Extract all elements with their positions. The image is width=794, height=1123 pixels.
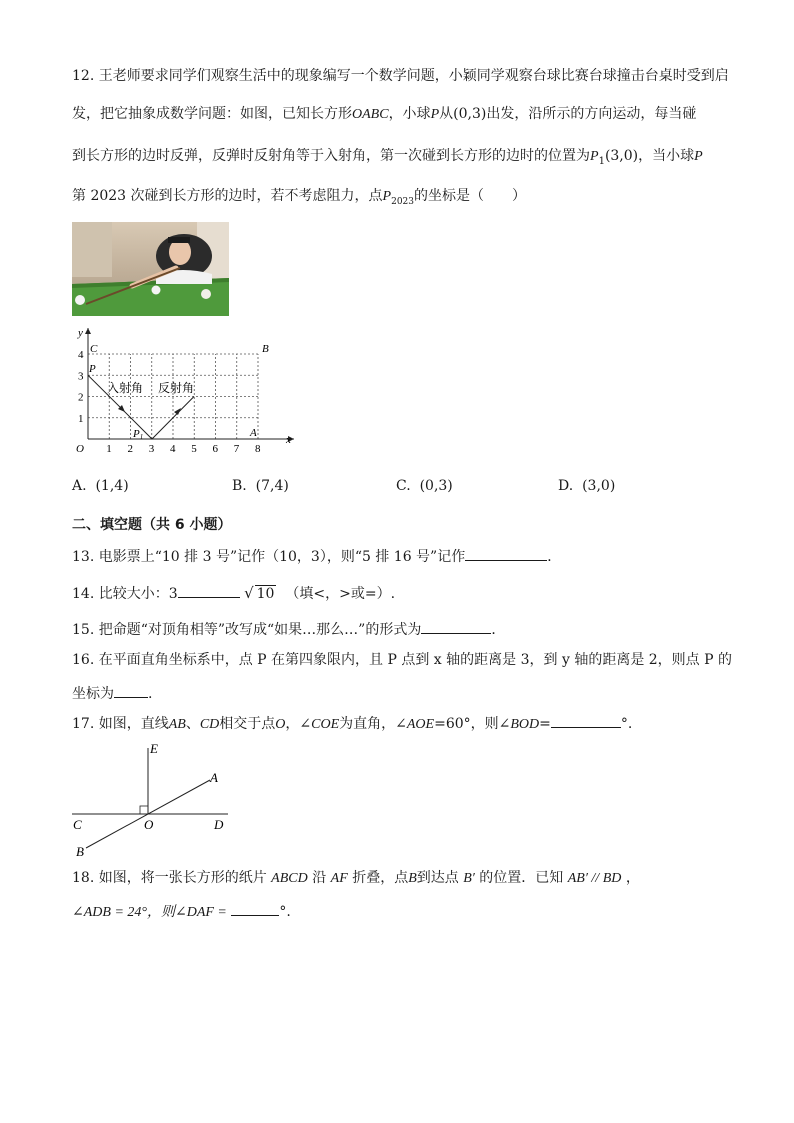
q13: 13. 电影票上“10 排 3 号”记作（10，3），则“5 排 16 号”记作 ． <box>72 545 561 567</box>
q14-answer-blank[interactable] <box>178 582 240 598</box>
q18-line-1: 18. 如图，将一张长方形的纸片 ABCD 沿 AF 折叠，点B到达点 B′ 的位置．已知 AB′ // BD ， <box>72 870 640 886</box>
billiards-photo-art <box>72 222 229 316</box>
option-b[interactable]: B. (7,4) <box>232 478 289 494</box>
q16-line-2: 坐标为 . <box>72 682 152 704</box>
x-tick-label: 7 <box>233 443 240 455</box>
x-tick-label: 6 <box>212 443 218 455</box>
q12-line-4: 第 2023 次碰到长方形的边时，若不考虑阻力，点$P_{2023}$的坐标是（ ） <box>72 188 526 207</box>
label-b: B <box>76 844 84 859</box>
q16-answer-blank[interactable] <box>114 682 148 698</box>
x-tick-label: 2 <box>127 443 133 455</box>
q14: 14. 比较大小：3 √ 10 （填<，>或=）. <box>72 584 396 602</box>
q18-answer-blank[interactable] <box>231 900 279 916</box>
path-arrow-2-icon <box>174 408 181 415</box>
sqrt-radicand: 10 <box>256 586 275 602</box>
q15-answer-blank[interactable] <box>421 618 491 634</box>
y-axis-arrow-icon <box>85 328 91 334</box>
label-d: D <box>214 817 224 832</box>
point-p-label: P <box>89 363 96 375</box>
q12-line-1: 12. 王老师要求同学们观察生活中的现象编写一个数学问题，小颖同学观察台球比赛台球撞击台桌时受到启 <box>72 68 729 84</box>
point-b-label: B <box>262 343 269 355</box>
x-tick-label: 5 <box>191 443 197 455</box>
reflection-angle-label: 反射角 <box>158 381 195 395</box>
y-tick-label: 3 <box>78 370 84 383</box>
y-axis-label: y <box>78 327 83 339</box>
label-o: O <box>144 817 154 832</box>
q12-line-3: 到长方形的边时反弹，反弹时反射角等于入射角，第一次碰到长方形的边时的位置为$P_1(3,0)$，当小球P <box>72 148 703 167</box>
sqrt-sign-icon: √ <box>244 584 254 602</box>
q17: 17. 如图，直线AB、CD相交于点O，∠COE为直角，∠AOE=60°，则∠BOD= °. <box>72 712 632 735</box>
y-tick-label: 2 <box>78 391 84 404</box>
point-c-label: C <box>90 343 98 355</box>
option-a[interactable]: A. (1,4) <box>72 478 129 494</box>
option-d[interactable]: D. (3,0) <box>558 478 616 494</box>
point-p1-label: P1 <box>133 428 144 441</box>
p1-coord: (3,0) <box>604 148 639 164</box>
option-c[interactable]: C. (0,3) <box>396 478 453 494</box>
label-e: E <box>150 741 158 756</box>
label-c: C <box>73 817 82 832</box>
x-tick-label: 3 <box>148 443 155 455</box>
section-heading: 二、填空题（共 6 小题） <box>72 517 232 533</box>
point-a-label: A <box>250 427 257 439</box>
x-tick-label: 4 <box>170 443 176 455</box>
q17-answer-blank[interactable] <box>551 712 621 728</box>
start-coord: (0,3) <box>453 106 487 122</box>
q18-line-2: ∠ADB = 24°，则∠DAF = °. <box>72 900 291 923</box>
y-tick-label: 1 <box>78 412 84 425</box>
coordinate-figure-svg <box>70 326 300 456</box>
x-tick-label: 1 <box>106 443 112 455</box>
label-a: A <box>210 770 218 785</box>
q12-line-2: 发，把它抽象成数学问题：如图，已知长方形OABC，小球P从(0,3)出发，沿所示的方向运动，每当碰 <box>72 106 697 122</box>
angle-figure-svg <box>68 738 238 862</box>
rect-name: OABC <box>352 107 389 122</box>
q15: 15. 把命题“对顶角相等”改写成“如果…那么…”的形式为 ． <box>72 618 505 640</box>
q16-line-1: 16. 在平面直角坐标系中，点 P 在第四象限内，且 P 点到 x 轴的距离是 3，到 y 轴的距离是 2，则点 P 的 <box>72 652 732 668</box>
coordinate-figure <box>70 326 300 456</box>
right-angle-icon <box>140 806 148 814</box>
incidence-angle-label: 入射角 <box>107 381 144 395</box>
q13-answer-blank[interactable] <box>465 545 547 561</box>
x-tick-label: 8 <box>255 443 261 455</box>
billiards-photo <box>72 222 229 316</box>
y-tick-label: 4 <box>78 349 84 361</box>
angle-figure <box>68 738 238 862</box>
x-axis-label: x <box>286 434 291 446</box>
origin-label: O <box>76 443 84 455</box>
